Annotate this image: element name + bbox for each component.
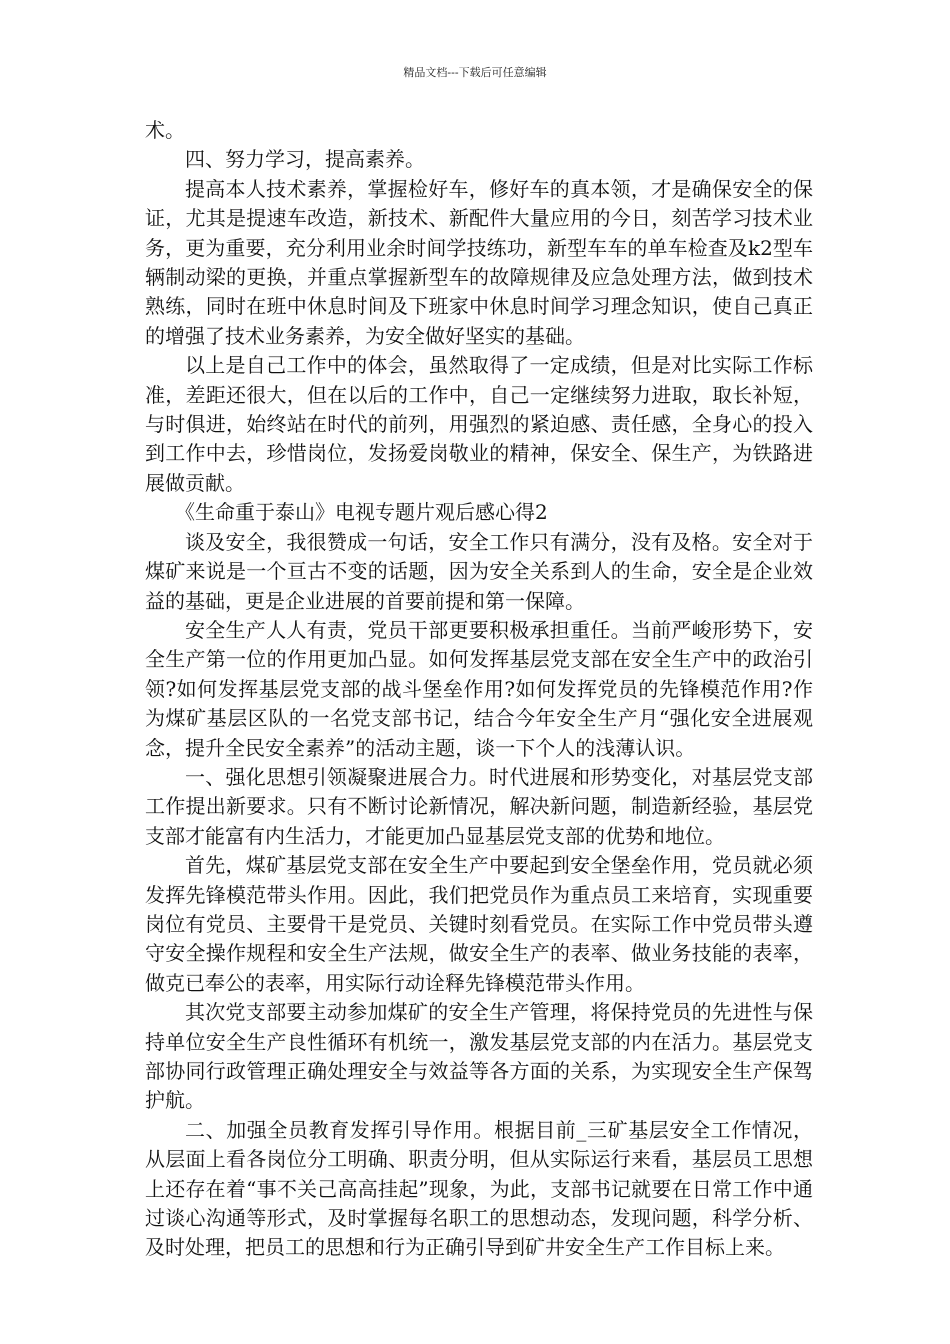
paragraph: 二、加强全员教育发挥引导作用。根据目前_三矿基层安全工作情况，从层面上看各岗位分工明确、职责分明，但从实际运行来看，基层员工思想上还存在着“事不关己高高挂起”现象，为此，支部书记就要在日常工作中通过谈心沟通等形式，及时掌握每名职工的思想动态，发现问题，科学分析、及时处理，把员工的思想和行为正确引导到矿井安全生产工作目标上来。	[145, 1117, 813, 1260]
section-heading-study: 四、努力学习，提高素养。	[185, 147, 425, 172]
paragraph: 首先，煤矿基层党支部在安全生产中要起到安全堡垒作用，党员就必须发挥先锋模范带头作用。因此，我们把党员作为重点员工来培育，实现重要岗位有党员、主要骨干是党员、关键时刻看党员。在实际工作中党员带头遵守安全操作规程和安全生产法规，做安全生产的表率、做业务技能的表率，做克已奉公的表率，用实际行动诠释先锋模范带头作用。	[145, 853, 813, 995]
paragraph: 谈及安全，我很赞成一句话，安全工作只有满分，没有及格。安全对于煤矿来说是一个亘古不变的话题，因为安全关系到人的生命，安全是企业效益的基础，更是企业进展的首要前提和第一保障。	[145, 529, 813, 613]
article-title: 《生命重于泰山》电视专题片观后感心得2	[175, 500, 548, 525]
paragraph: 其次党支部要主动参加煤矿的安全生产管理，将保持党员的先进性与保持单位安全生产良性循环有机统一，激发基层党支部的内在活力。基层党支部协同行政管理正确处理安全与效益等各方面的关系，为实现安全生产保驾护航。	[145, 1000, 813, 1113]
paragraph: 一、强化思想引领凝聚进展合力。时代进展和形势变化，对基层党支部工作提出新要求。只有不断讨论新情况，解决新问题，制造新经验，基层党支部才能富有内生活力，才能更加凸显基层党支部的优势和地位。	[145, 764, 813, 848]
page-header: 精品文档---下载后可任意编辑	[403, 66, 547, 79]
paragraph-continuation: 术。	[145, 118, 185, 142]
document-body	[145, 116, 813, 1263]
paragraph: 提高本人技术素养，掌握检好车，修好车的真本领，才是确保安全的保证，尤其是提速车改造，新技术、新配件大量应用的今日，刻苦学习技术业务，更为重要，充分利用业余时间学技练功，新型车车的单车检查及k2型车辆制动梁的更换，并重点掌握新型车的故障规律及应急处理方法，做到技术熟练，同时在班中休息时间及下班家中休息时间学习理念知识，使自己真正的增强了技术业务素养，为安全做好坚实的基础。	[145, 176, 813, 348]
paragraph: 安全生产人人有责，党员干部更要积极承担重任。当前严峻形势下，安全生产第一位的作用更加凸显。如何发挥基层党支部在安全生产中的政治引领?如何发挥基层党支部的战斗堡垒作用?如何发挥党员的先锋模范作用?作为煤矿基层区队的一名党支部书记，结合今年安全生产月“强化安全进展观念，提升全民安全素养”的活动主题，谈一下个人的浅薄认识。	[145, 617, 813, 760]
paragraph: 以上是自己工作中的体会，虽然取得了一定成绩，但是对比实际工作标准，差距还很大，但在以后的工作中，自己一定继续努力进取，取长补短，与时俱进，始终站在时代的前列，用强烈的紧迫感、责任感，全身心的投入到工作中去，珍惜岗位，发扬爱岗敬业的精神，保安全、保生产，为铁路进展做贡献。	[145, 353, 813, 495]
